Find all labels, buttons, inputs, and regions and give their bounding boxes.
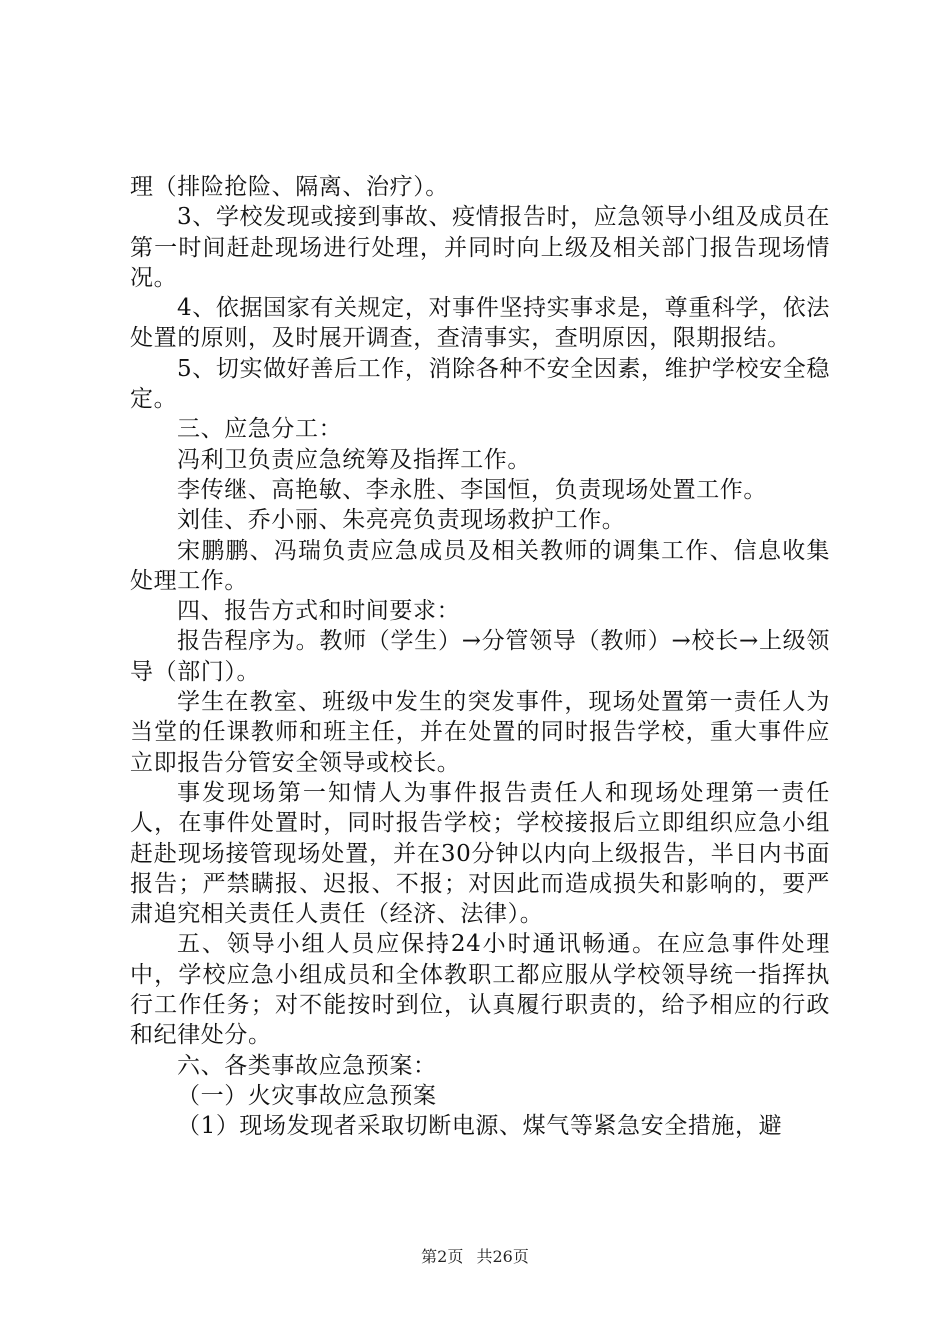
paragraph: 事发现场第一知情人为事件报告责任人和现场处理第一责任人，在事件处置时，同时报告学校；学校接报后立即组织应急小组赶赴现场接管现场处置，并在30分钟以内向上级报告，半日内书面报告；严禁瞒报、迟报、不报；对因此而造成损失和影响的，要严肃追究相关责任人责任（经济、法律）。: [130, 779, 830, 928]
paragraph: 报告程序为。教师（学生）→分管领导（教师）→校长→上级领导（部门）。: [130, 628, 830, 685]
paragraph: 四、报告方式和时间要求：: [177, 598, 461, 625]
page-total: 共26页: [476, 1247, 529, 1266]
paragraph: （1）现场发现者采取切断电源、煤气等紧急安全措施，避: [177, 1113, 783, 1140]
paragraph: 三、应急分工：: [177, 416, 343, 443]
paragraph: 理（排险抢险、隔离、治疗）。: [130, 174, 449, 200]
paragraph: 刘佳、乔小丽、朱亮亮负责现场救护工作。: [177, 507, 626, 534]
paragraph: （一）火灾事故应急预案: [177, 1082, 437, 1109]
paragraph: 李传继、高艳敏、李永胜、李国恒，负责现场处置工作。: [177, 476, 767, 503]
paragraph: 4、依据国家有关规定，对事件坚持实事求是，尊重科学，依法处置的原则，及时展开调查，查清事实，查明原因，限期报结。: [130, 295, 830, 352]
paragraph: 5、切实做好善后工作，消除各种不安全因素，维护学校安全稳定。: [130, 355, 830, 413]
paragraph: 六、各类事故应急预案：: [177, 1052, 437, 1079]
page-number: 第2页: [421, 1247, 464, 1266]
document-body: [130, 172, 830, 1142]
paragraph: 学生在教室、班级中发生的突发事件，现场处置第一责任人为当堂的任课教师和班主任，并在处置的同时报告学校，重大事件应立即报告分管安全领导或校长。: [130, 689, 830, 776]
page-footer: [0, 1244, 950, 1267]
paragraph: 宋鹏鹏、冯瑞负责应急成员及相关教师的调集工作、信息收集处理工作。: [130, 537, 830, 594]
paragraph: 3、学校发现或接到事故、疫情报告时，应急领导小组及成员在第一时间赶赴现场进行处理，并同时向上级及相关部门报告现场情况。: [130, 204, 830, 291]
paragraph: 五、领导小组人员应保持24小时通讯畅通。在应急事件处理中，学校应急小组成员和全体教职工都应服从学校领导统一指挥执行工作任务；对不能按时到位，认真履行职责的，给予相应的行政和纪律处分。: [130, 931, 830, 1049]
paragraph: 冯利卫负责应急统筹及指挥工作。: [177, 446, 531, 473]
